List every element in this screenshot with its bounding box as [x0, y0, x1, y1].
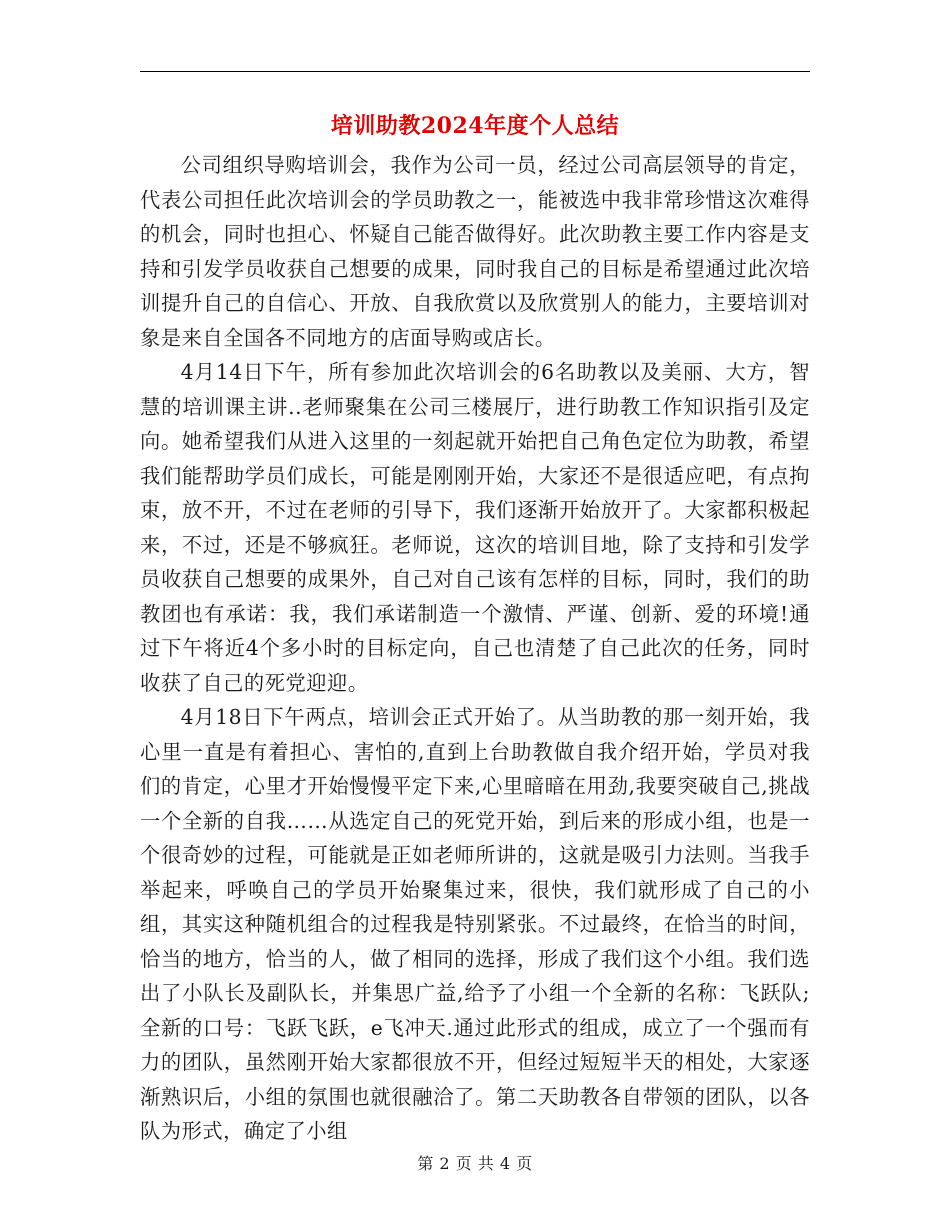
paragraph-2: 4月14日下午，所有参加此次培训会的6名助教以及美丽、大方，智慧的培训课主讲..老师聚集在公司三楼展厅，进行助教工作知识指引及定向。她希望我们从进入这里的一刻起就开始把自己角色定位为助教，希望我们能帮助学员们成长，可能是刚刚开始，大家还不是很适应吧，有点拘束，放不开，不过在老师的引导下，我们逐渐开始放开了。大家都积极起来，不过，还是不够疯狂。老师说，这次的培训目地，除了支持和引发学员收获自己想要的成果外，自己对自己该有怎样的目标，同时，我们的助教团也有承诺：我，我们承诺制造一个激情、严谨、创新、爱的环境!通过下午将近4个多小时的目标定向，自己也清楚了自己此次的任务，同时收获了自己的死党迎迎。 — [140, 360, 810, 695]
paragraph-3: 4月18日下午两点，培训会正式开始了。从当助教的那一刻开始，我心里一直是有着担心、害怕的,直到上台助教做自我介绍开始，学员对我们的肯定，心里才开始慢慢平定下来,心里暗暗在用劲,我要突破自己,挑战一个全新的自我……从选定自己的死党开始，到后来的形成小组，也是一个很奇妙的过程，可能就是正如老师所讲的，这就是吸引力法则。当我手举起来，呼唤自己的学员开始聚集过来，很快，我们就形成了自己的小组，其实这种随机组合的过程我是特别紧张。不过最终，在恰当的时间，恰当的地方，恰当的人，做了相同的选择，形成了我们这个小组。我们选出了小队长及副队长，并集思广益,给予了小组一个全新的名称：飞跃队;全新的口号：飞跃飞跃，e飞冲天.通过此形式的组成，成立了一个强而有力的团队，虽然刚开始大家都很放不开，但经过短短半天的相处，大家逐渐熟识后，小组的氛围也就很融洽了。第二天助教各自带领的团队，以各队为形式，确定了小组 — [140, 705, 810, 1143]
paragraph-1: 公司组织导购培训会，我作为公司一员，经过公司高层领导的肯定，代表公司担任此次培训会的学员助教之一，能被选中我非常珍惜这次难得的机会，同时也担心、怀疑自己能否做得好。此次助教主要工作内容是支持和引发学员收获自己想要的成果，同时我自己的目标是希望通过此次培训提升自己的自信心、开放、自我欣赏以及欣赏别人的能力，主要培训对象是来自全国各不同地方的店面导购或店长。 — [140, 153, 810, 350]
header-rule — [140, 71, 810, 72]
document-title: 培训助教2024年度个人总结 — [330, 113, 620, 139]
page-number-footer: 第 2 页 共 4 页 — [417, 1154, 533, 1173]
document-body — [140, 148, 810, 1149]
